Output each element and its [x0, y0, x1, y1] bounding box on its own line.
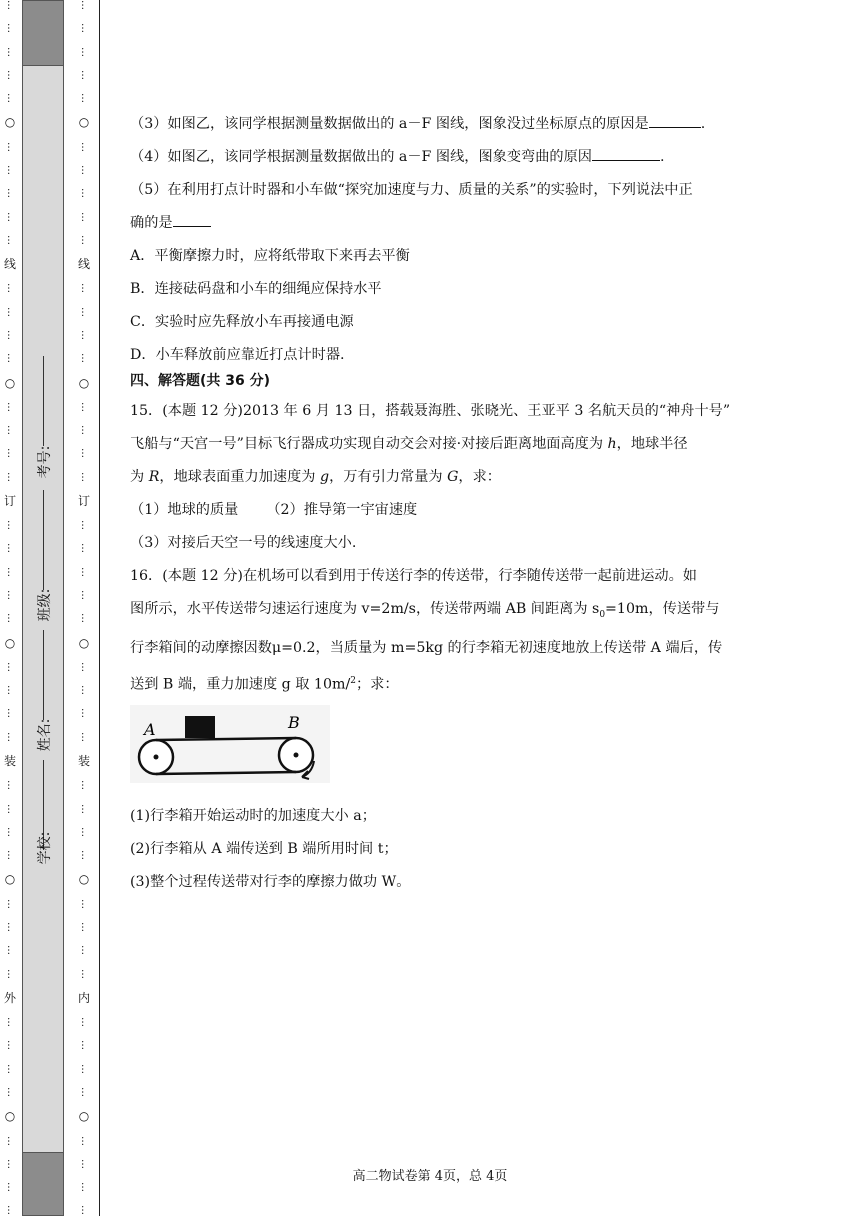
seal-dots: … [5, 1086, 16, 1097]
seal-dots: … [5, 1063, 16, 1074]
inner-seal-marks [74, 0, 94, 1216]
seal-dots: … [5, 543, 16, 554]
seal-dots: … [79, 685, 90, 696]
seal-dots: … [5, 141, 16, 152]
seal-dots: … [79, 141, 90, 152]
seal-char: 装 [3, 754, 16, 768]
q16-line1: 16．(本题 12 分)在机场可以看到用于传送行李的传送带，行李随传送带一起前进运动。如 [130, 568, 697, 584]
seal-circle: ○ [78, 115, 90, 130]
q15-sub-1-2: （1）地球的质量 （2）推导第一宇宙速度 [130, 502, 418, 518]
seal-dots: … [79, 921, 90, 932]
name-underline [43, 630, 44, 720]
seal-circle: ○ [78, 872, 90, 887]
q15-line1: 15．(本题 12 分)2013 年 6 月 13 日，搭载聂海胜、张晓光、王亚平 3 名航天员的“神舟十号” [130, 403, 731, 419]
seal-dots: … [5, 898, 16, 909]
seal-dots: … [79, 234, 90, 245]
seal-dots: … [5, 661, 16, 672]
seal-circle: ○ [78, 1109, 90, 1124]
option-b: B．连接砝码盘和小车的细绳应保持水平 [130, 281, 382, 297]
seal-dots: … [5, 23, 16, 34]
option-d: D．小车释放前应靠近打点计时器. [130, 347, 345, 363]
class-underline [43, 490, 44, 590]
seal-dots: … [79, 780, 90, 791]
seal-dots: … [79, 69, 90, 80]
seal-circle: ○ [4, 872, 16, 887]
seal-dots: … [79, 1040, 90, 1051]
seal-dots: … [79, 353, 90, 364]
seal-circle: ○ [78, 635, 90, 650]
question-content [130, 108, 730, 702]
seal-dots: … [79, 164, 90, 175]
seal-dots: … [5, 613, 16, 624]
seal-dots: … [5, 1040, 16, 1051]
seal-char: 线 [77, 257, 90, 272]
seal-char: 订 [77, 493, 90, 508]
seal-dots: … [79, 945, 90, 956]
seal-dots: … [5, 329, 16, 340]
seal-dots: … [5, 211, 16, 222]
question-5-line2: 确的是 [130, 207, 730, 240]
seal-dots: … [5, 1182, 16, 1193]
point-b-label: B [288, 713, 300, 732]
seal-char: 装 [77, 754, 90, 768]
strip-bottom-block [22, 1152, 64, 1216]
q16-subquestions [130, 800, 730, 899]
answer-blank[interactable] [173, 210, 211, 227]
seal-dots: … [79, 211, 90, 222]
seal-dots: … [5, 471, 16, 482]
q15-line3: 为 R，地球表面重力加速度为 g，万有引力常量为 G，求： [130, 469, 501, 485]
seal-char: 内 [77, 990, 90, 1005]
seal-dots: … [5, 921, 16, 932]
seal-circle: ○ [4, 375, 16, 390]
page-footer: 高二物试卷第 4页，总 4页 [352, 1169, 508, 1184]
seal-dots: … [5, 69, 16, 80]
seal-dots: … [79, 850, 90, 861]
seal-dots: … [79, 93, 90, 104]
seal-dots: … [5, 780, 16, 791]
seal-dots: … [5, 353, 16, 364]
luggage-box [185, 716, 215, 738]
section-title: 四、解答题(共 36 分) [130, 373, 271, 389]
school-label: 学校: [37, 831, 53, 865]
q16-line2: 图所示，水平传送带匀速运行速度为 v=2m/s，传送带两端 AB 间距离为 $s_0=10m$，传送带与 [130, 601, 720, 620]
seal-dots: … [5, 1205, 16, 1216]
seal-dots: … [5, 685, 16, 696]
seal-dots: … [79, 898, 90, 909]
seal-dots: … [79, 471, 90, 482]
option-c: C．实验时应先释放小车再接通电源 [130, 314, 354, 330]
seal-dots: … [79, 803, 90, 814]
seal-dots: … [5, 0, 16, 10]
seal-dots: … [5, 93, 16, 104]
seal-dots: … [5, 425, 16, 436]
answer-blank[interactable] [592, 144, 660, 161]
seal-dots: … [79, 1017, 90, 1028]
seal-dots: … [5, 803, 16, 814]
seal-circle: ○ [4, 115, 16, 130]
seal-dots: … [79, 543, 90, 554]
seal-dots: … [5, 448, 16, 459]
seal-dots: … [79, 590, 90, 601]
seal-dots: … [5, 306, 16, 317]
seal-char: 订 [3, 493, 16, 508]
seal-dots: … [79, 520, 90, 531]
seal-dots: … [5, 826, 16, 837]
seal-dots: … [79, 968, 90, 979]
seal-dots: … [79, 401, 90, 412]
seal-circle: ○ [4, 1109, 16, 1124]
seal-dots: … [79, 708, 90, 719]
seal-dots: … [5, 731, 16, 742]
seal-dots: … [79, 1135, 90, 1146]
seal-dots: … [79, 283, 90, 294]
conveyor-belt-figure [130, 705, 330, 783]
question-5-line1: （5）在利用打点计时器和小车做“探究加速度与力、质量的关系”的实验时，下列说法中正 [130, 182, 693, 198]
seal-char: 线 [3, 257, 16, 272]
seal-dots: … [79, 46, 90, 57]
seal-dots: … [79, 566, 90, 577]
seal-dots: … [79, 1063, 90, 1074]
seal-dots: … [79, 425, 90, 436]
q16-line4: 送到 B 端，重力加速度 g 取 10m/$^2$；求： [130, 675, 399, 693]
seal-dots: … [79, 306, 90, 317]
seal-circle: ○ [78, 375, 90, 390]
answer-blank[interactable] [649, 111, 701, 128]
q16-sub-1: (1)行李箱开始运动时的加速度大小 a； [130, 808, 376, 824]
q16-sub-2: (2)行李箱从 A 端传送到 B 端所用时间 t； [130, 841, 398, 857]
point-a-label: A [144, 720, 156, 739]
strip-top-block [22, 0, 64, 66]
seal-dots: … [5, 520, 16, 531]
seal-dots: … [79, 188, 90, 199]
seal-dots: … [5, 590, 16, 601]
seal-dots: … [5, 234, 16, 245]
seal-dots: … [5, 1135, 16, 1146]
q15-line2: 飞船与“天宫一号”目标飞行器成功实现自动交会对接·对接后距离地面高度为 h，地球半径 [130, 436, 688, 452]
seal-char: 外 [3, 990, 16, 1005]
exam-no-underline [43, 356, 44, 446]
seal-dots: … [5, 188, 16, 199]
pulley-b-axle [294, 753, 299, 758]
q16-line3: 行李箱间的动摩擦因数μ=0.2，当质量为 m=5kg 的行李箱无初速度地放上传送带 A 端后，传 [130, 639, 723, 656]
option-a: A．平衡摩擦力时，应将纸带取下来再去平衡 [130, 248, 410, 264]
question-4: （4）如图乙，该同学根据测量数据做出的 a－F 图线，图象变弯曲的原因 . [130, 141, 730, 174]
seal-dots: … [79, 826, 90, 837]
seal-dots: … [5, 164, 16, 175]
seal-dots: … [5, 46, 16, 57]
seal-dots: … [79, 1182, 90, 1193]
exam-no-label: 考号: [37, 445, 53, 479]
q16-sub-3: (3)整个过程传送带对行李的摩擦力做功 W。 [130, 874, 411, 890]
seal-dots: … [79, 1205, 90, 1216]
seal-dots: … [79, 1086, 90, 1097]
seal-dots: … [5, 566, 16, 577]
seal-dots: … [79, 731, 90, 742]
seal-dots: … [79, 661, 90, 672]
seal-dots: … [79, 448, 90, 459]
seal-dots: … [5, 968, 16, 979]
seal-dots: … [5, 708, 16, 719]
q15-sub-3: （3）对接后天空一号的线速度大小. [130, 535, 357, 551]
seal-dots: … [79, 23, 90, 34]
name-label: 姓名: [37, 718, 53, 752]
seal-circle: ○ [4, 635, 16, 650]
seal-dots: … [5, 401, 16, 412]
seal-dots: … [5, 283, 16, 294]
seal-dots: … [5, 945, 16, 956]
class-label: 班级: [37, 588, 53, 622]
seal-dots: … [79, 1158, 90, 1169]
outer-seal-marks [0, 0, 20, 1216]
outer-binding-strip [0, 0, 20, 1216]
pulley-a-axle [154, 755, 159, 760]
seal-dots: … [5, 1017, 16, 1028]
seal-dots: … [79, 613, 90, 624]
question-3: （3）如图乙，该同学根据测量数据做出的 a－F 图线，图象没过坐标原点的原因是 . [130, 108, 730, 141]
conveyor-belt-diagram [130, 705, 330, 783]
seal-dots: … [5, 850, 16, 861]
seal-dots: … [79, 0, 90, 10]
inner-binding-strip [66, 0, 100, 1216]
seal-dots: … [5, 1158, 16, 1169]
seal-dots: … [79, 329, 90, 340]
